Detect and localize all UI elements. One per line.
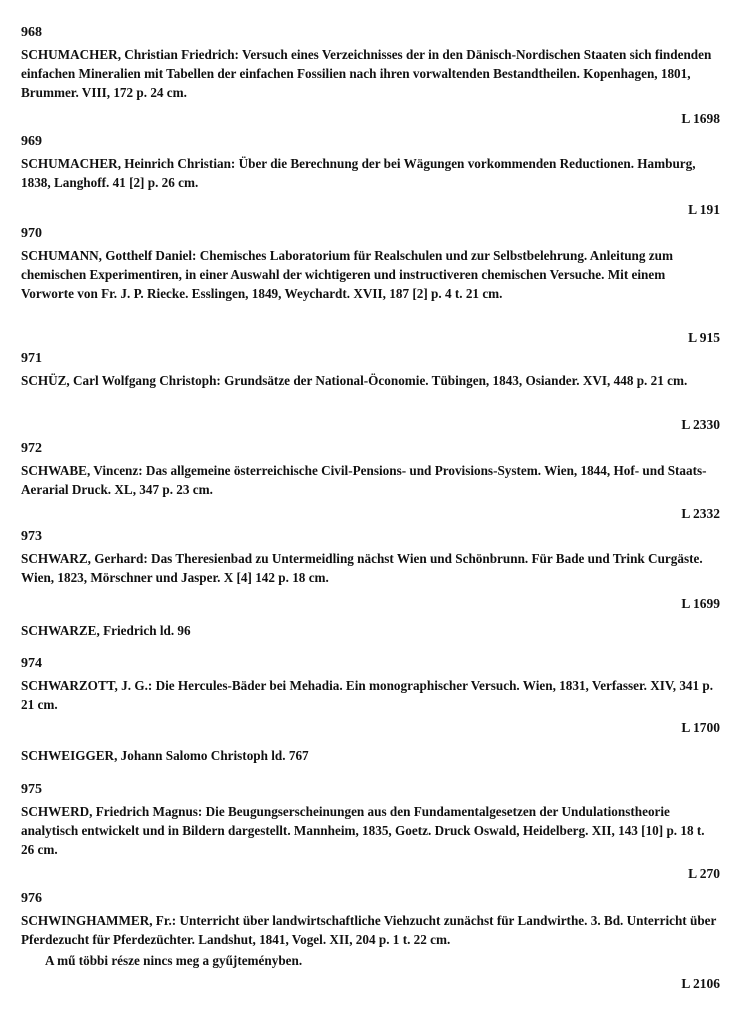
entry-number: 969 bbox=[21, 134, 42, 149]
catalogue-entry-975 bbox=[21, 781, 721, 859]
catalogue-entry-976 bbox=[21, 890, 721, 970]
entry-number: 975 bbox=[21, 782, 42, 797]
entry-description: SCHWARZ, Gerhard: Das Theresienbad zu Untermeidling nächst Wien und Schönbrunn. Für Bade und Trink Curgäste. Wien, 1823, Mörschner und Jasper. X [4] 142 p. 18 cm. bbox=[21, 551, 703, 585]
entry-description: SCHWARZOTT, J. G.: Die Hercules-Bäder bei Mehadia. Ein monographischer Versuch. Wien, 1831, Verfasser. XIV, 341 p. 21 cm. bbox=[21, 678, 714, 712]
entry-description: SCHUMANN, Gotthelf Daniel: Chemisches Laboratorium für Realschulen und zur Selbstbelehrung. Anleitung zum chemischen Experimentiren, in einer Auswahl der wichtigeren und instructiveren chemischen Versuche. Mit einem Vorworte von Fr. J. P. Riecke. Esslingen, 1849, Weychardt. XVII, 187 [2] p. 4 t. 21 cm. bbox=[21, 248, 673, 301]
entry-number: 972 bbox=[21, 441, 42, 456]
shelf-signature: L 2106 bbox=[681, 976, 720, 991]
entry-description: SCHÜZ, Carl Wolfgang Christoph: Grundsätze der National-Öconomie. Tübingen, 1843, Osiander. XVI, 448 p. 21 cm. bbox=[21, 373, 688, 388]
shelf-signature: L 2330 bbox=[681, 417, 720, 432]
catalogue-entry-974 bbox=[21, 655, 721, 714]
shelf-signature: L 270 bbox=[688, 866, 720, 881]
catalogue-entry-968 bbox=[21, 24, 721, 102]
entry-number: 970 bbox=[21, 226, 42, 241]
entry-description: SCHWERD, Friedrich Magnus: Die Beugungserscheinungen aus den Fundamentalgesetzen der Undulationstheorie analytisch entwickelt und in Bildern dargestellt. Mannheim, 1835, Goetz. Druck Oswald, Heidelberg. XII, 143 [10] p. 18 t. 26 cm. bbox=[21, 804, 705, 857]
catalogue-entry-969 bbox=[21, 133, 721, 192]
entry-description: SCHWABE, Vincenz: Das allgemeine österreichische Civil-Pensions- und Provisions-System. Wien, 1844, Hof- und Staats-Aerarial Druck. XL, 347 p. 23 cm. bbox=[21, 463, 707, 497]
shelf-signature: L 191 bbox=[688, 202, 720, 217]
entry-number: 973 bbox=[21, 529, 42, 544]
entry-number: 974 bbox=[21, 656, 42, 671]
entry-number: 968 bbox=[21, 25, 42, 40]
shelf-signature: L 915 bbox=[688, 330, 720, 345]
shelf-signature: L 1699 bbox=[681, 596, 720, 611]
cross-reference: SCHWEIGGER, Johann Salomo Christoph ld. 767 bbox=[21, 748, 309, 763]
entry-number: 976 bbox=[21, 891, 42, 906]
cross-reference: SCHWARZE, Friedrich ld. 96 bbox=[21, 623, 191, 638]
entry-number: 971 bbox=[21, 351, 42, 366]
catalogue-entry-971 bbox=[21, 350, 721, 390]
catalogue-entry-970 bbox=[21, 225, 721, 303]
entry-description: SCHUMACHER, Christian Friedrich: Versuch eines Verzeichnisses der in den Dänisch-Nordischen Staaten sich findenden einfachen Mineralien mit Tabellen der einfachen Fossilien nach ihren vorwaltenden Bestandtheilen. Kopenhagen, 1801, Brummer. VIII, 172 p. 24 cm. bbox=[21, 47, 712, 100]
catalogue-entry-972 bbox=[21, 440, 721, 499]
shelf-signature: L 1700 bbox=[681, 720, 720, 735]
entry-description: SCHWINGHAMMER, Fr.: Unterricht über landwirtschaftliche Viehzucht zunächst für Landwirthe. 3. Bd. Unterricht über Pferdezucht für Pferdezüchter. Landshut, 1841, Vogel. XII, 204 p. 1 t. 22 cm. bbox=[21, 913, 717, 947]
shelf-signature: L 2332 bbox=[681, 506, 720, 521]
catalogue-entry-973 bbox=[21, 528, 721, 587]
entry-note: A mű többi része nincs meg a gyűjteményben. bbox=[45, 953, 303, 968]
entry-description: SCHUMACHER, Heinrich Christian: Über die Berechnung der bei Wägungen vorkommenden Reductionen. Hamburg, 1838, Langhoff. 41 [2] p. 26 cm. bbox=[21, 156, 696, 190]
shelf-signature: L 1698 bbox=[681, 111, 720, 126]
